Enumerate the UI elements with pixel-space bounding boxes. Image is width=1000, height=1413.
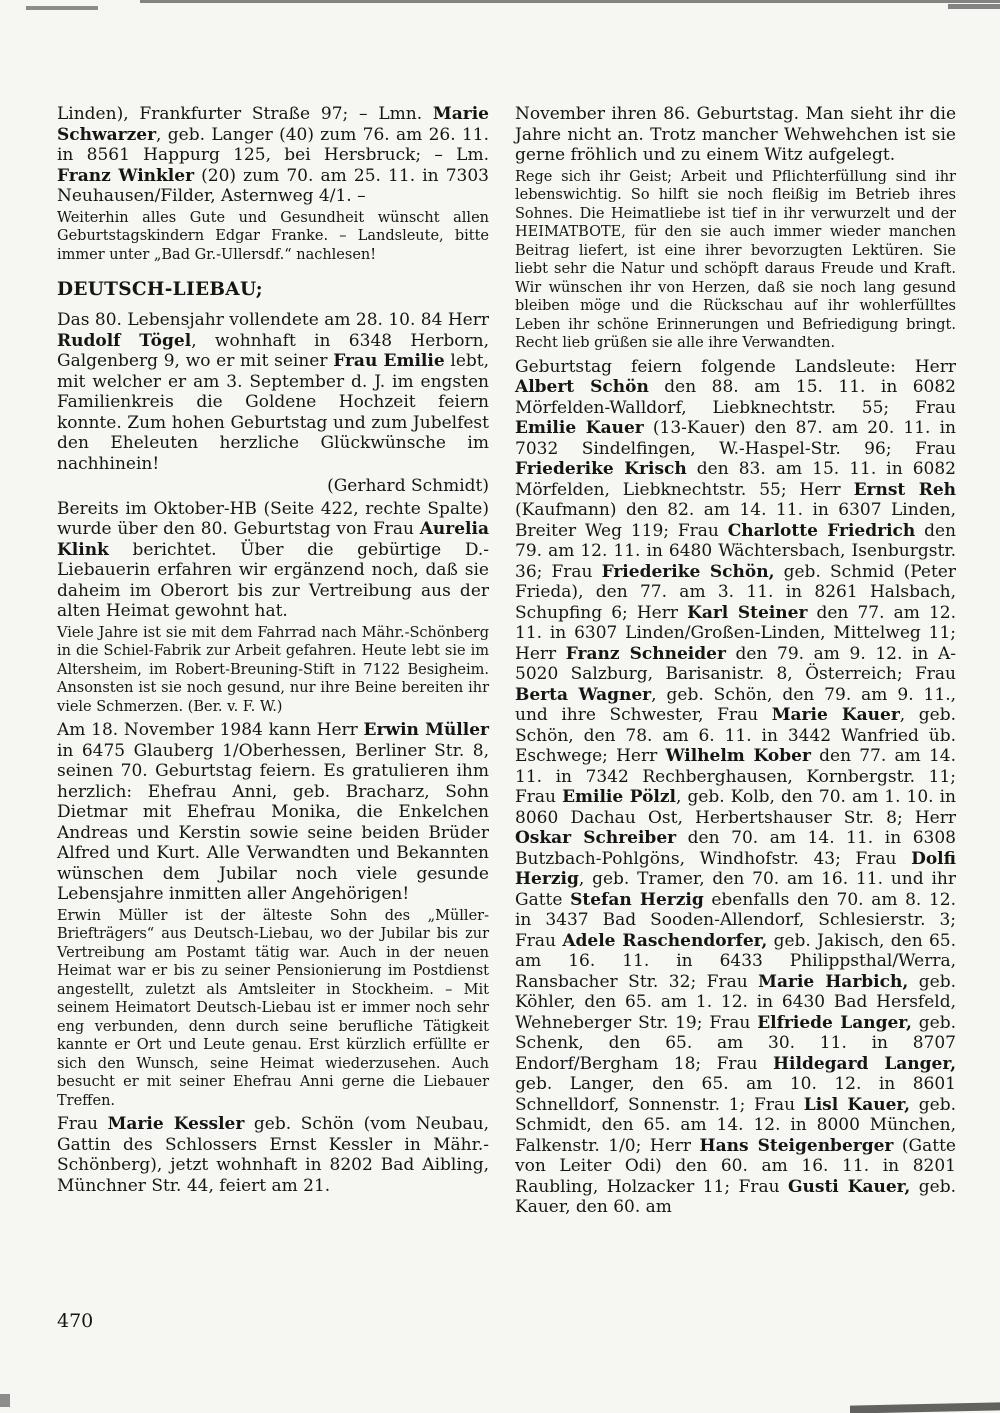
paragraph: (Gerhard Schmidt) — [327, 476, 489, 496]
paragraph: Das 80. Lebensjahr vollendete am 28. 10. 84 Herr Rudolf Tögel, wohnhaft in 6348 Herborn, Galgenberg 9, wo er mit seiner Frau Emilie lebt, mit welcher er am 3. September d. J. im engsten Familienkreis die Goldene Hochzeit feiern konnte. Zum hohen Geburtstag und zum Jubelfest den Eheleuten herzliche Glückwünsche im nachhinein! — [57, 310, 489, 474]
page-number: 470 — [57, 1310, 94, 1332]
text-columns — [57, 104, 956, 1220]
scan-artifact-bottom-left — [0, 1394, 10, 1407]
scan-artifact-top-left — [26, 6, 98, 10]
paragraph: November ihren 86. Geburtstag. Man sieht ihr die Jahre nicht an. Trotz mancher Wehwehchen ist sie gerne fröhlich und zu einem Witz aufgelegt. — [515, 104, 956, 165]
scan-artifact-top-edge — [140, 0, 1000, 3]
paragraph: Erwin Müller ist der älteste Sohn des „Müller-Briefträgers“ aus Deutsch-Liebau, wo der Jubilar bis zur Vertreibung am Postamt tätig war. Auch in der neuen Heimat war er bis zu seiner Pensionierung im Postdienst angestellt, zuletzt als Amtsleiter in Stockheim. – Mit seinem Heimatort Deutsch-Liebau ist er immer noch sehr eng verbunden, denn durch seine berufliche Tätigkeit kannte er Ort und Leute genau. Erst kürzlich erfüllte er sich den Wunsch, seine Heimat wiederzusehen. Auch besucht er mit seiner Ehefrau Anni gerne die Liebauer Treffen. — [57, 907, 489, 1109]
paragraph: Linden), Frankfurter Straße 97; – Lmn. Marie Schwarzer, geb. Langer (40) zum 76. am 26. 11. in 8561 Happurg 125, bei Hersbruck; – Lm. Franz Winkler (20) zum 70. am 25. 11. in 7303 Neuhausen/Filder, Asternweg 4/1. – — [57, 104, 490, 206]
left-column — [57, 104, 489, 1220]
paragraph: Weiterhin alles Gute und Gesundheit wünscht allen Geburtstagskindern Edgar Franke. – Landsleute, bitte immer unter „Bad Gr.-Ullersdf.“ nachlesen! — [57, 209, 489, 263]
scan-artifact-top-right — [948, 4, 1000, 9]
scan-artifact-bottom-right — [850, 1402, 1000, 1413]
paragraph: Frau Marie Kessler geb. Schön (vom Neubau, Gattin des Schlossers Ernst Kessler in Mähr.-Schönberg), jetzt wohnhaft in 8202 Bad Aibling, Münchner Str. 44, feiert am 21. — [57, 1114, 489, 1196]
right-column — [515, 104, 956, 1220]
paragraph: Rege sich ihr Geist; Arbeit und Pflichterfüllung sind ihr lebenswichtig. So hilft sie noch fleißig im Betrieb ihres Sohnes. Die Heimatliebe ist tief in ihr verwurzelt und der HEIMATBOTE, für den sie auch immer wieder manchen Beitrag liefert, ist eine ihrer bevorzugten Lektüren. Sie liebt sehr die Natur und schöpft daraus Freude und Kraft. Wir wünschen ihr von Herzen, daß sie noch lang gesund bleiben möge und die Rückschau auf ihr wohlerfülltes Leben ihr schöne Erinnerungen und Befriedigung bringt. Recht lieb grüßen sie alle ihre Verwandten. — [515, 168, 956, 351]
paragraph: Am 18. November 1984 kann Herr Erwin Müller in 6475 Glauberg 1/Oberhessen, Berliner Str. 8, seinen 70. Geburtstag feiern. Es gratulieren ihm herzlich: Ehefrau Anni, geb. Bracharz, Sohn Dietmar mit Ehefrau Monika, die Enkelchen Andreas und Kerstin sowie seine beiden Brüder Alfred und Kurt. Alle Verwandten und Bekannten wünschen dem Jubilar noch viele gesunde Lebensjahre inmitten aller Angehörigen! — [57, 720, 489, 904]
section-heading: DEUTSCH-LIEBAU; — [57, 279, 263, 300]
paragraph: Bereits im Oktober-HB (Seite 422, rechte Spalte) wurde über den 80. Geburtstag von Frau Aurelia Klink berichtet. Über die gebürtige D.-Liebauerin erfahren wir ergänzend noch, daß sie daheim im Oberort bis zur Vertreibung aus der alten Heimat gewohnt hat. — [57, 498, 489, 621]
paragraph: Geburtstag feiern folgende Landsleute: Herr Albert Schön den 88. am 15. 11. in 6082 Mörfelden-Walldorf, Liebknechtstr. 55; Frau Emilie Kauer (13-Kauer) den 87. am 20. 11. in 7032 Sindelfingen, W.-Haspel-Str. 96; Frau Friederike Krisch den 83. am 15. 11. in 6082 Mörfelden, Liebknechtstr. 55; Herr Ernst Reh (Kaufmann) den 82. am 14. 11. in 6307 Linden, Breiter Weg 119; Frau Charlotte Friedrich den 79. am 12. 11. in 6480 Wächtersbach, Isenburgstr. 36; Frau Friederike Schön, geb. Schmid (Peter Frieda), den 77. am 3. 11. in 8261 Halsbach, Schupfing 6; Herr Karl Steiner den 77. am 12. 11. in 6307 Linden/Großen-Linden, Mittelweg 11; Herr Franz Schneider den 79. am 9. 12. in A-5020 Salzburg, Barisanistr. 8, Österreich; Frau Berta Wagner, geb. Schön, den 79. am 9. 11., und ihre Schwester, Frau Marie Kauer, geb. Schön, den 78. am 6. 11. in 3442 Wanfried üb. Eschwege; Herr Wilhelm Kober den 77. am 14. 11. in 7342 Rechberghausen, Kornbergstr. 11; Frau Emilie Pölzl, geb. Kolb, den 70. am 1. 10. in 8060 Dachau Ost, Herbertshauser Str. 8; Herr Oskar Schreiber den 70. am 14. 11. in 6308 Butzbach-Pohlgöns, Windhofstr. 43; Frau Dolfi Herzig, geb. Tramer, den 70. am 16. 11. und ihr Gatte Stefan Herzig ebenfalls den 70. am 8. 12. in 3437 Bad Sooden-Allendorf, Schlesierstr. 3; Frau Adele Raschendorfer, geb. Jakisch, den 65. am 16. 11. in 6433 Philippsthal/Werra, Ransbacher Str. 32; Frau Marie Harbich, geb. Köhler, den 65. am 1. 12. in 6430 Bad Hersfeld, Wehneberger Str. 19; Frau Elfriede Langer, geb. Schenk, den 65. am 30. 11. in 8707 Endorf/Bergham 18; Frau Hildegard Langer, geb. Langer, den 65. am 10. 12. in 8601 Schnelldorf, Sonnenstr. 1; Frau Lisl Kauer, geb. Schmidt, den 65. am 14. 12. in 8000 München, Falkenstr. 1/0; Herr Hans Steigenberger (Gatte von Leiter Odi) den 60. am 16. 11. in 8201 Raubling, Holzacker 11; Frau Gusti Kauer, geb. Kauer, den 60. am — [515, 356, 957, 1217]
paragraph: Viele Jahre ist sie mit dem Fahrrad nach Mähr.-Schönberg in die Schiel-Fabrik zur Arbeit gefahren. Heute lebt sie im Altersheim, im Robert-Breuning-Stift in 7122 Besigheim. Ansonsten ist sie noch gesund, nur ihre Beine bereiten ihr viele Schmerzen. (Ber. v. F. W.) — [57, 624, 489, 715]
